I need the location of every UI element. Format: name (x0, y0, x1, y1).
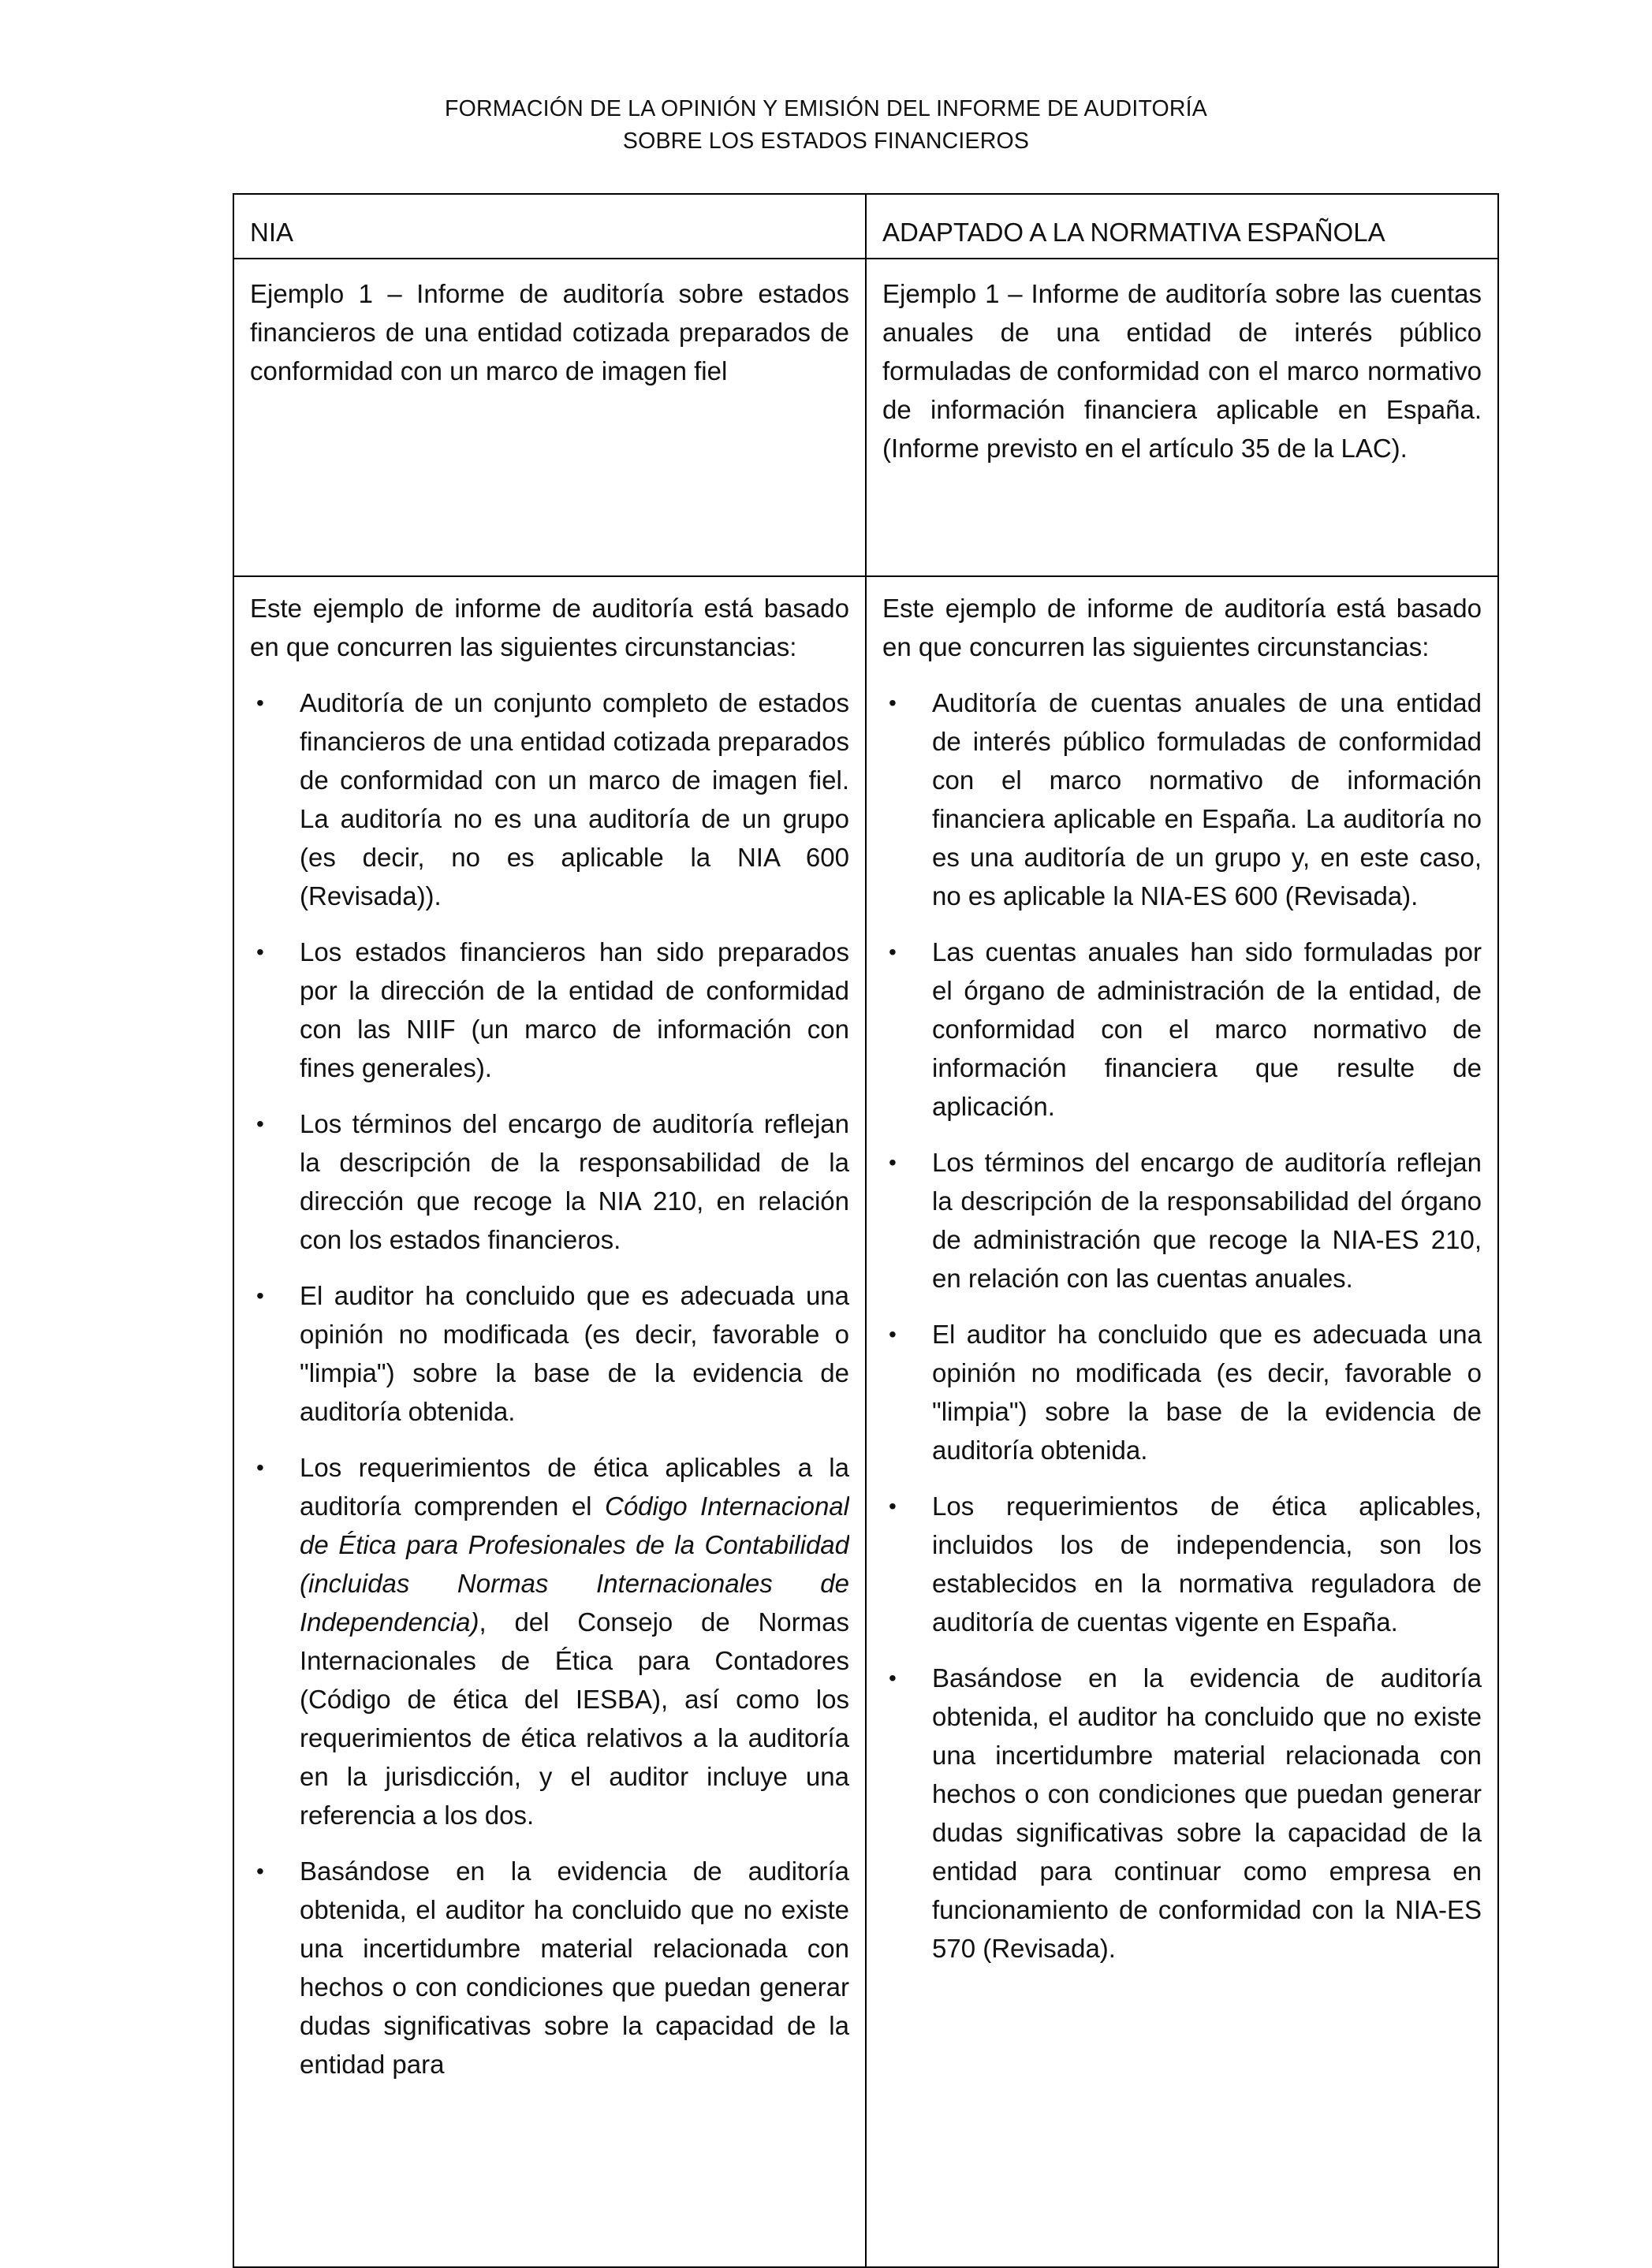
list-item-text: Basándose en la evidencia de auditoría obtenida, el auditor ha concluido que no existe una incertidumbre material relacionada con hechos o con condiciones que puedan generar dudas significativas sobre la capacidad de la entidad para continuar como empresa en funcionamiento de conformidad con la NIA-ES 570 (Revisada). (932, 1663, 1482, 1963)
bullet-icon: • (889, 1150, 897, 1175)
circumstances-nia-cell (233, 576, 866, 2267)
bullet-list-es (882, 683, 1482, 1968)
intro-es: Este ejemplo de informe de auditoría está basado en que concurren las siguientes circunstancias: (882, 594, 1482, 661)
list-item-text: Los estados financieros han sido preparados por la dirección de la entidad de conformidad con las NIIF (un marco de información con fines generales). (300, 937, 849, 1082)
list-item (882, 1659, 1482, 1968)
list-item-text: Auditoría de un conjunto completo de estados financieros de una entidad cotizada preparados de conformidad con un marco de imagen fiel. La auditoría no es una auditoría de un grupo (es decir, no es aplicable la NIA 600 (Revisada)). (300, 688, 849, 911)
example-title-nia: Ejemplo 1 – Informe de auditoría sobre estados financieros de una entidad cotizada preparados de conformidad con un marco de imagen fiel (233, 259, 866, 576)
list-item (882, 683, 1482, 915)
header-es: ADAPTADO A LA NORMATIVA ESPAÑOLA (866, 194, 1498, 259)
list-item-text: El auditor ha concluido que es adecuada una opinión no modificada (es decir, favorable o "limpia") sobre la base de la evidencia de auditoría obtenida. (932, 1320, 1482, 1465)
ethics-text-part-3: , del Consejo de Normas Internacionales de Ética para Contadores (Código de ética del IESBA), así como los requerimientos de ética relativos a la auditoría en la jurisdicción, y el auditor incluye una referencia a los dos. (300, 1607, 849, 1830)
list-item-text: Basándose en la evidencia de auditoría obtenida, el auditor ha concluido que no existe una incertidumbre material relacionada con hechos o con condiciones que puedan generar dudas significativas sobre la capacidad de la entidad para (300, 1856, 849, 2079)
bullet-icon: • (889, 1666, 897, 1690)
list-item-text: Los requerimientos de ética aplicables, incluidos los de independencia, son los establecidos en la normativa reguladora de auditoría de cuentas vigente en España. (932, 1492, 1482, 1637)
circumstances-row (233, 576, 1498, 2267)
circumstances-nia-content (250, 589, 849, 2266)
bullet-icon: • (256, 691, 264, 715)
bullet-icon: • (256, 940, 264, 964)
list-item (882, 1315, 1482, 1469)
header-row (233, 194, 1498, 259)
list-item (882, 933, 1482, 1126)
comparison-table (233, 193, 1499, 2268)
ethics-code-title: Código Internacional de Ética para Profesionales de la Contabilidad (incluidas Normas Internacionales de Independencia) (300, 1492, 849, 1637)
list-item (882, 1143, 1482, 1298)
document-title-line-1: FORMACIÓN DE LA OPINIÓN Y EMISIÓN DEL INFORME DE AUDITORÍA (444, 96, 1208, 121)
list-item (250, 683, 849, 915)
bullet-icon: • (256, 1112, 264, 1136)
document-title (0, 93, 1652, 158)
list-item (882, 1487, 1482, 1641)
list-item-text: Las cuentas anuales han sido formuladas por el órgano de administración de la entidad, de conformidad con el marco normativo de información financiera que resulte de aplicación. (932, 937, 1482, 1121)
bullet-icon: • (889, 1494, 897, 1518)
circumstances-es-content (882, 589, 1482, 2266)
bullet-icon: • (256, 1859, 264, 1883)
list-item (250, 933, 849, 1087)
document-title-line-2: SOBRE LOS ESTADOS FINANCIEROS (622, 128, 1030, 154)
example-title-row (233, 259, 1498, 576)
list-item (250, 1276, 849, 1431)
list-item-ethics (250, 1448, 849, 1834)
bullet-icon: • (889, 1322, 897, 1346)
ethics-text-part-1: Los requerimientos de ética aplicables a la auditoría comprenden el (300, 1453, 849, 1521)
bullet-icon: • (256, 1283, 264, 1308)
list-item (250, 1852, 849, 2084)
list-item (250, 1104, 849, 1259)
list-item-text: Los términos del encargo de auditoría reflejan la descripción de la responsabilidad de la dirección que recoge la NIA 210, en relación con los estados financieros. (300, 1109, 849, 1254)
list-item-text: Auditoría de cuentas anuales de una entidad de interés público formuladas de conformidad con el marco normativo de información financiera aplicable en España. La auditoría no es una auditoría de un grupo y, en este caso, no es aplicable la NIA-ES 600 (Revisada). (932, 688, 1482, 911)
header-nia: NIA (233, 194, 866, 259)
bullet-list-nia (250, 683, 849, 2084)
list-item-text: Los términos del encargo de auditoría reflejan la descripción de la responsabilidad del órgano de administración que recoge la NIA-ES 210, en relación con las cuentas anuales. (932, 1148, 1482, 1293)
bullet-icon: • (889, 691, 897, 715)
bullet-icon: • (256, 1455, 264, 1480)
intro-nia: Este ejemplo de informe de auditoría está basado en que concurren las siguientes circunstancias: (250, 594, 849, 661)
circumstances-es-cell (866, 576, 1498, 2267)
example-title-es: Ejemplo 1 – Informe de auditoría sobre las cuentas anuales de una entidad de interés público formuladas de conformidad con el marco normativo de información financiera aplicable en España. (Informe previsto en el artículo 35 de la LAC). (866, 259, 1498, 576)
bullet-icon: • (889, 940, 897, 964)
list-item-text: El auditor ha concluido que es adecuada una opinión no modificada (es decir, favorable o "limpia") sobre la base de la evidencia de auditoría obtenida. (300, 1281, 849, 1426)
